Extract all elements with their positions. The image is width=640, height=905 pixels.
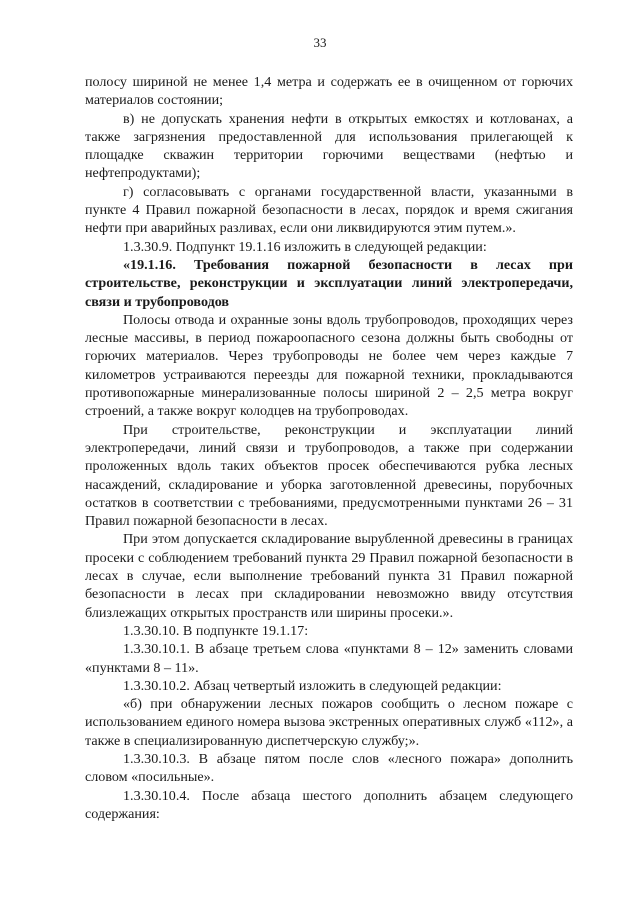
paragraph: 1.3.30.10.3. В абзаце пятом после слов «лесного пожара» дополнить словом «посильные». bbox=[85, 750, 573, 786]
paragraph: в) не допускать хранения нефти в открытых емкостях и котлованах, а также загрязнения предоставленной для использования прилегающей к площадке скважин территории горючими веществами (нефтью и нефтепродуктами); bbox=[85, 110, 573, 182]
paragraph: При этом допускается складирование вырубленной древесины в границах просеки с соблюдением требований пункта 29 Правил пожарной безопасности в лесах в случае, если выполнение требований пункта 31 Правил пожарной безопасности в лесах при складировании невозможно ввиду отсутствия близлежащих открытых пространств или ширины просеки.». bbox=[85, 531, 573, 621]
paragraph: При строительстве, реконструкции и эксплуатации линий электропередачи, линий связи и трубопроводов, а также при содержании проложенных вдоль таких объектов просек обеспечиваются рубка лесных насаждений, складирование и уборка заготовленной древесины, порубочных остатков в соответствии с требованиями, предусмотренными пунктами 26 – 31 Правил пожарной безопасности в лесах. bbox=[85, 421, 573, 530]
section-heading: «19.1.16. Требования пожарной безопасности в лесах при строительстве, реконструкции и эксплуатации линий электропередачи, связи и трубопроводов bbox=[85, 256, 573, 310]
document-body bbox=[85, 73, 573, 823]
paragraph: полосу шириной не менее 1,4 метра и содержать ее в очищенном от горючих материалов состоянии; bbox=[85, 74, 573, 109]
paragraph: г) согласовывать с органами государственной власти, указанными в пункте 4 Правил пожарной безопасности в лесах, порядок и время сжигания нефти при аварийных разливах, если они ликвидируются этим путем.». bbox=[85, 183, 573, 237]
paragraph: 1.3.30.10.4. После абзаца шестого дополнить абзацем следующего содержания: bbox=[85, 787, 573, 822]
page-number: 33 bbox=[313, 35, 327, 50]
paragraph: 1.3.30.10.1. В абзаце третьем слова «пунктами 8 – 12» заменить словами «пунктами 8 – 11». bbox=[85, 641, 573, 676]
paragraph: 1.3.30.9. Подпункт 19.1.16 изложить в следующей редакции: bbox=[123, 238, 487, 255]
paragraph: 1.3.30.10.2. Абзац четвертый изложить в следующей редакции: bbox=[123, 677, 502, 694]
paragraph: 1.3.30.10. В подпункте 19.1.17: bbox=[123, 622, 309, 639]
paragraph: «б) при обнаружении лесных пожаров сообщить о лесном пожаре с использованием единого номера вызова экстренных оперативных служб «112», а также в специализированную диспетчерскую службу;». bbox=[85, 696, 573, 749]
paragraph: Полосы отвода и охранные зоны вдоль трубопроводов, проходящих через лесные массивы, в период пожароопасного сезона должны быть свободны от горючих материалов. Через трубопроводы не более чем через каждые 7 километров устраиваются переезды для пожарной техники, прокладываются противопожарные минерализованные полосы шириной 2 – 2,5 метра вокруг строений, а также вокруг колодцев на трубопроводах. bbox=[85, 311, 573, 420]
